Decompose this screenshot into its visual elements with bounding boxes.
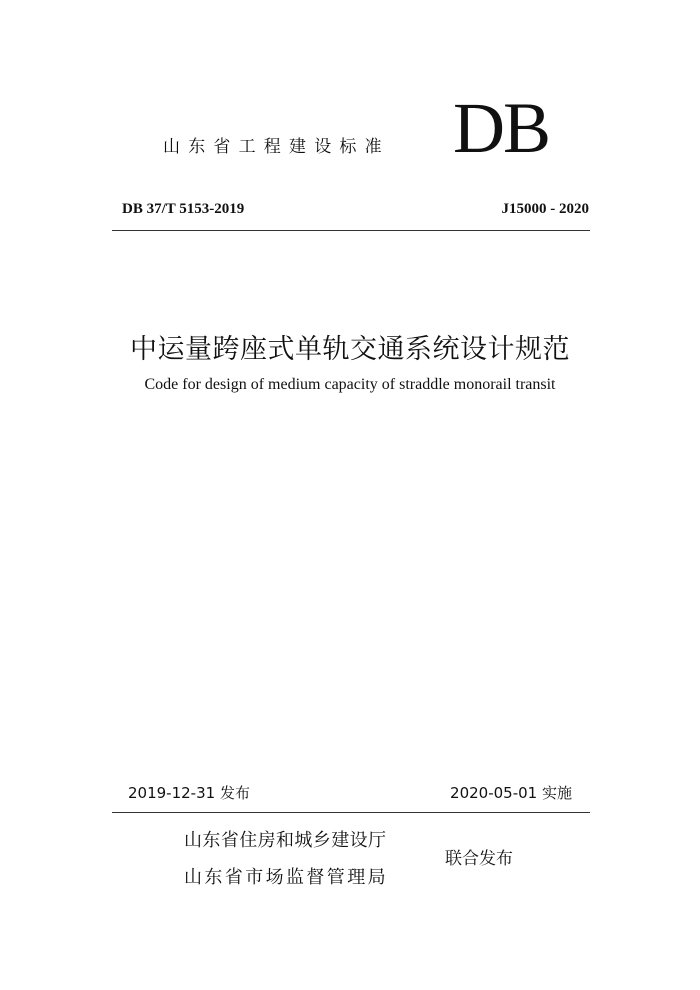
title-chinese: 中运量跨座式单轨交通系统设计规范 <box>130 334 570 365</box>
top-divider <box>112 230 590 231</box>
joint-issue-label: 联合发布 <box>445 849 513 869</box>
implementation-date: 2020-05-01 实施 <box>450 784 572 802</box>
issuer-housing-department: 山东省住房和城乡建设厅 <box>184 830 387 851</box>
db-mark: DB <box>453 88 550 168</box>
standard-category: 山东省工程建设标准 <box>163 137 390 157</box>
title-english: Code for design of medium capacity of straddle monorail transit <box>144 376 556 393</box>
issue-date: 2019-12-31 发布 <box>128 784 250 802</box>
bottom-divider <box>112 812 590 813</box>
issuer-market-regulation-bureau: 山东省市场监督管理局 <box>184 867 388 888</box>
record-number: J15000 - 2020 <box>501 201 589 217</box>
standard-number: DB 37/T 5153-2019 <box>122 201 245 217</box>
